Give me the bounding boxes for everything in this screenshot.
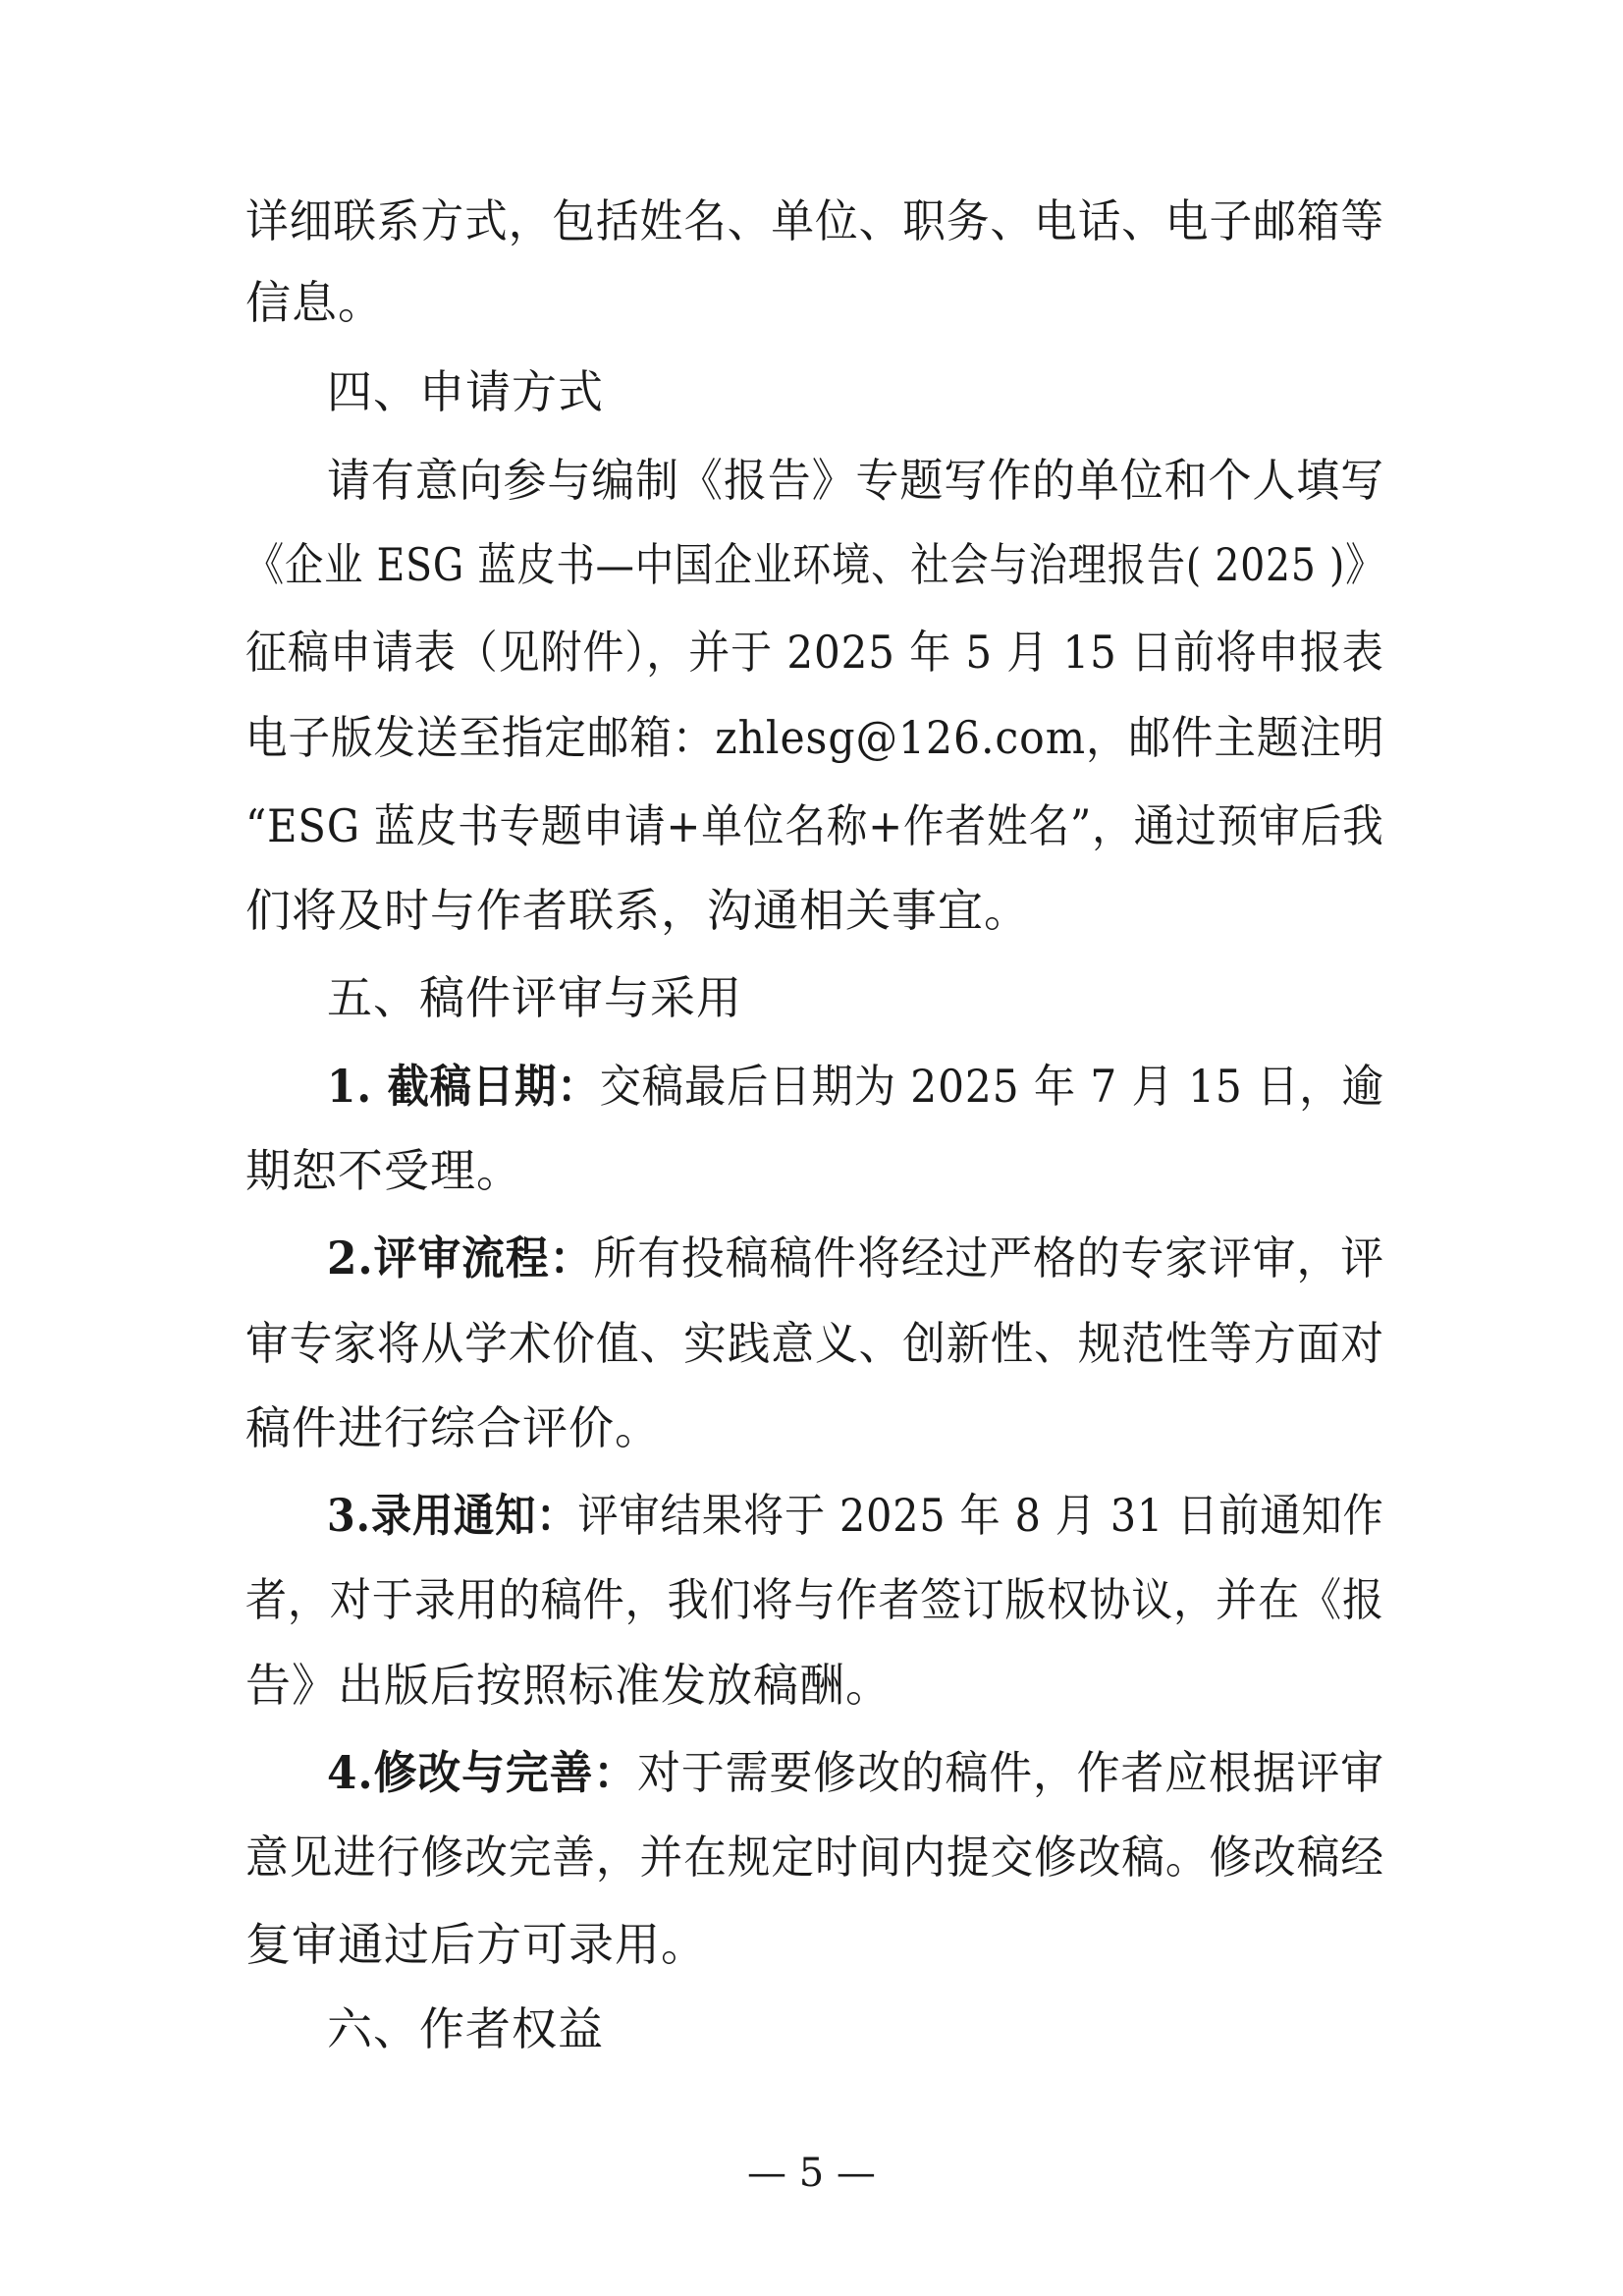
item-text: 所有投稿稿件将经过严格的专家评审，评 (593, 1231, 1385, 1285)
item-label: 2.评审流程： (327, 1231, 594, 1285)
paragraph-line: 意见进行修改完善，并在规定时间内提交修改稿。修改稿经 (245, 1831, 1384, 1884)
section-heading-4: 四、申请方式 (327, 365, 604, 418)
paragraph-line: 们将及时与作者联系，沟通相关事宜。 (245, 884, 1030, 937)
paragraph-line: 者，对于录用的稿件，我们将与作者签订版权协议，并在《报 (245, 1573, 1384, 1626)
item-label: 1. 截稿日期： (327, 1060, 600, 1113)
page-number: — 5 — (747, 2151, 876, 2196)
paragraph-line: “ESG 蓝皮书专题申请+单位名称+作者姓名”，通过预审后我 (245, 799, 1384, 852)
paragraph-line: 电子版发送至指定邮箱：zhlesg@126.com，邮件主题注明 (245, 711, 1385, 764)
paragraph-line: 请有意向参与编制《报告》专题写作的单位和个人填写 (327, 454, 1384, 507)
paragraph-line: 信息。 (245, 276, 384, 329)
item-label: 3.录用通知： (327, 1489, 578, 1542)
paragraph-line: 复审通过后方可录用。 (245, 1918, 707, 1971)
list-item-4 (327, 1746, 1385, 1799)
paragraph-line: 稿件进行综合评价。 (245, 1401, 661, 1454)
paragraph-line: 审专家将从学术价值、实践意义、创新性、规范性等方面对 (245, 1317, 1384, 1370)
item-text: 评审结果将于 2025 年 8 月 31 日前通知作 (577, 1489, 1384, 1542)
paragraph-line: 详细联系方式，包括姓名、单位、职务、电话、电子邮箱等 (245, 194, 1384, 247)
item-text: 对于需要修改的稿件，作者应根据评审 (637, 1746, 1385, 1799)
section-heading-6: 六、作者权益 (327, 2002, 604, 2055)
section-heading-5: 五、稿件评审与采用 (327, 971, 742, 1024)
paragraph-line: 告》出版后按照标准发放稿酬。 (245, 1659, 892, 1712)
list-item-2 (327, 1231, 1385, 1285)
paragraph-line: 期恕不受理。 (245, 1144, 522, 1197)
paragraph-line: 征稿申请表（见附件），并于 2025 年 5 月 15 日前将申报表 (245, 626, 1384, 679)
list-item-3 (327, 1489, 1384, 1542)
item-text: 交稿最后日期为 2025 年 7 月 15 日，逾 (599, 1060, 1384, 1113)
item-label: 4.修改与完善： (327, 1746, 638, 1799)
list-item-1 (327, 1060, 1384, 1113)
paragraph-line: 《企业 ESG 蓝皮书—中国企业环境、社会与治理报告( 2025 )》 (245, 538, 1385, 591)
